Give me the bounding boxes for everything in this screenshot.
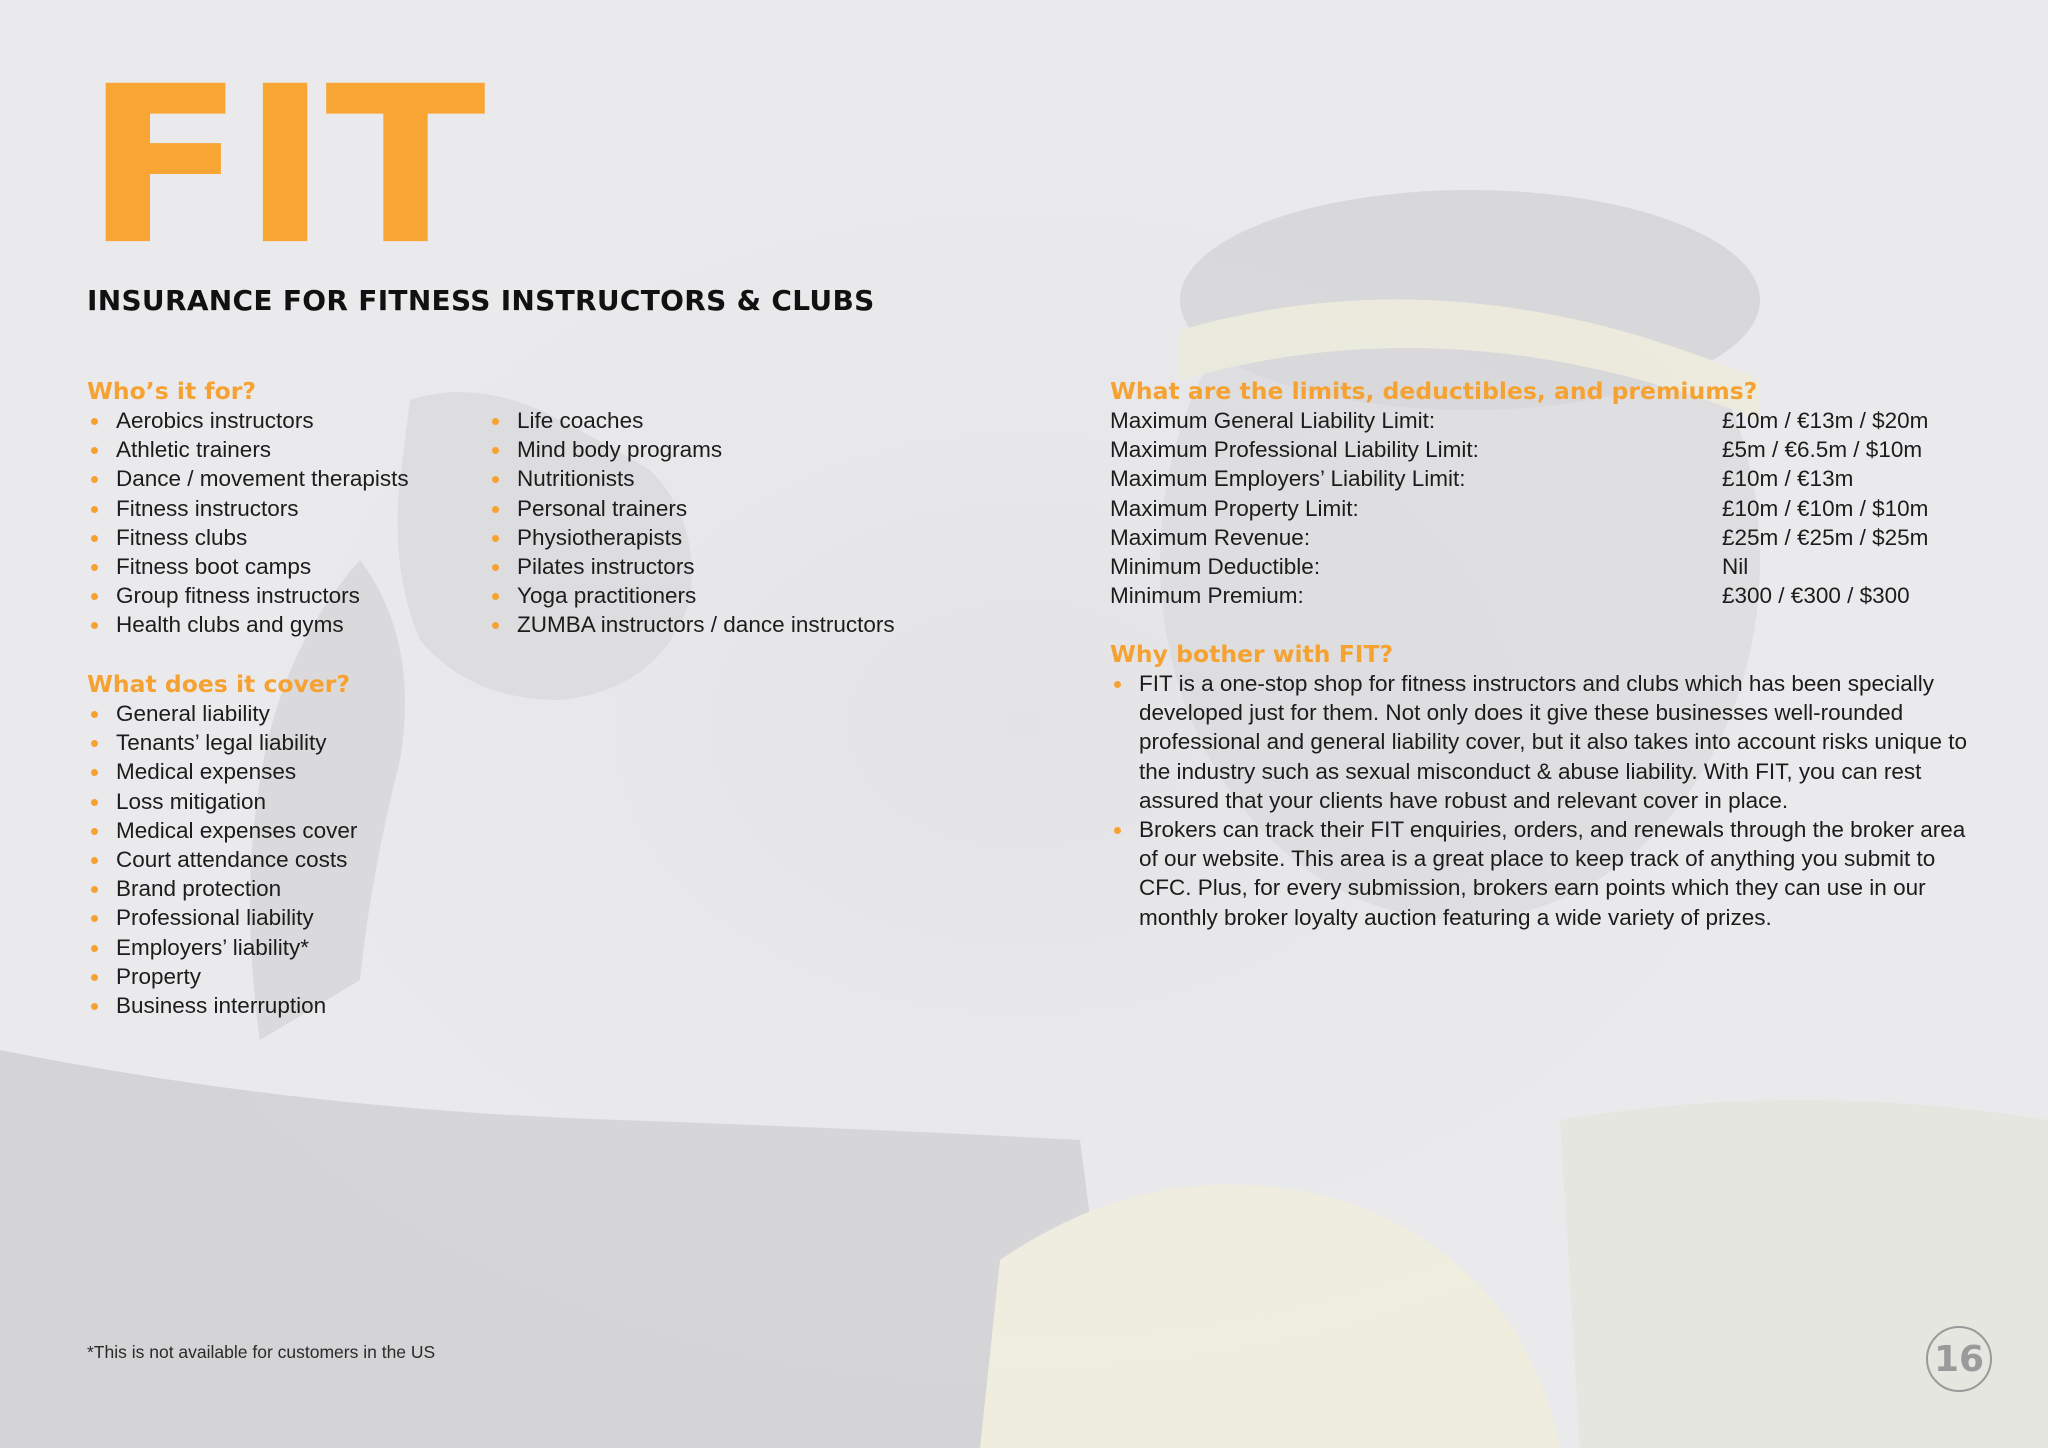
why-paragraph: FIT is a one-stop shop for fitness instructors and clubs which has been specially developed just for them. Not only does it give these businesses well-rounded professional and general liability cover, but it also takes into account risks unique to the industry such as sexual misconduct & abuse liability. With FIT, you can rest assured that your clients have robust and relevant cover in place. bbox=[1139, 671, 1967, 813]
list-item-label: Property bbox=[116, 963, 202, 989]
list-item-label: Medical expenses bbox=[116, 759, 297, 785]
cover-heading: What does it cover? bbox=[87, 670, 351, 698]
list-item-label: Physiotherapists bbox=[517, 524, 683, 550]
limit-value: £300 / €300 / $300 bbox=[1722, 583, 1910, 609]
page-number: 16 bbox=[1926, 1326, 1992, 1392]
list-item-label: Brand protection bbox=[116, 876, 282, 902]
why-paragraph: Brokers can track their FIT enquiries, orders, and renewals through the broker area of our website. This area is a great place to keep track of anything you submit to CFC. Plus, for every submission, brokers earn points which they can use in our monthly broker loyalty auction featuring a wide variety of prizes. bbox=[1139, 817, 1966, 930]
list-item-label: Medical expenses cover bbox=[116, 817, 358, 843]
limit-label: Maximum Property Limit: bbox=[1110, 495, 1359, 521]
list-item bbox=[488, 581, 895, 610]
list-item-label: Yoga practitioners bbox=[517, 583, 697, 609]
limit-value: £5m / €6.5m / $10m bbox=[1722, 437, 1923, 463]
who-list-col2 bbox=[488, 406, 895, 640]
bullet-dot-icon bbox=[1114, 827, 1121, 834]
limit-label: Maximum Employers’ Liability Limit: bbox=[1110, 466, 1466, 492]
list-item bbox=[488, 406, 895, 435]
who-heading: Who’s it for? bbox=[87, 377, 256, 405]
bullet-dot-icon bbox=[91, 799, 98, 806]
list-item bbox=[488, 435, 895, 464]
bullet-dot-icon bbox=[91, 769, 98, 776]
list-item bbox=[87, 845, 357, 874]
table-row bbox=[1110, 523, 1928, 552]
bullet-dot-icon bbox=[91, 506, 98, 513]
list-item bbox=[488, 552, 895, 581]
why-heading: Why bother with FIT? bbox=[1110, 640, 1394, 668]
bullet-dot-icon bbox=[91, 564, 98, 571]
limit-value: £10m / €13m / $20m bbox=[1722, 408, 1929, 433]
limit-value: £25m / €25m / $25m bbox=[1722, 524, 1929, 550]
list-item bbox=[488, 464, 895, 493]
bullet-dot-icon bbox=[492, 447, 499, 454]
list-item-label: Fitness boot camps bbox=[116, 554, 312, 580]
list-item-label: Personal trainers bbox=[517, 495, 688, 521]
table-row bbox=[1110, 494, 1928, 523]
list-item-label: Life coaches bbox=[517, 408, 644, 433]
cover-section bbox=[87, 670, 357, 1020]
bullet-dot-icon bbox=[492, 535, 499, 542]
table-row bbox=[1110, 406, 1928, 435]
bullet-dot-icon bbox=[91, 886, 98, 893]
list-item-label: Dance / movement therapists bbox=[116, 466, 409, 492]
list-item-label: Fitness instructors bbox=[116, 495, 299, 521]
bullet-dot-icon bbox=[91, 857, 98, 864]
list-item bbox=[87, 552, 409, 581]
limits-section bbox=[1110, 377, 1928, 610]
list-item bbox=[87, 787, 357, 816]
list-item bbox=[87, 962, 357, 991]
limit-label: Maximum General Liability Limit: bbox=[1110, 408, 1436, 433]
list-item-label: Fitness clubs bbox=[116, 524, 248, 550]
list-item bbox=[87, 757, 357, 786]
list-item-label: Mind body programs bbox=[517, 437, 723, 463]
list-item-label: Employers’ liability* bbox=[116, 934, 309, 960]
list-item bbox=[87, 435, 409, 464]
bullet-dot-icon bbox=[492, 506, 499, 513]
bullet-dot-icon bbox=[91, 447, 98, 454]
list-item bbox=[1110, 815, 1970, 932]
footnote: *This is not available for customers in the US bbox=[87, 1342, 436, 1362]
bullet-dot-icon bbox=[492, 418, 499, 425]
limit-label: Maximum Professional Liability Limit: bbox=[1110, 437, 1479, 463]
fit-logo: FIT bbox=[84, 39, 483, 293]
list-item-label: Court attendance costs bbox=[116, 847, 348, 873]
list-item bbox=[87, 933, 357, 962]
limit-value: Nil bbox=[1722, 554, 1749, 580]
bullet-dot-icon bbox=[91, 418, 98, 425]
bullet-dot-icon bbox=[492, 622, 499, 629]
list-item bbox=[488, 523, 895, 552]
list-item bbox=[87, 816, 357, 845]
limit-value: £10m / €13m bbox=[1722, 466, 1854, 492]
table-row bbox=[1110, 581, 1928, 610]
who-section bbox=[87, 377, 409, 640]
list-item bbox=[87, 406, 409, 435]
bullet-dot-icon bbox=[91, 1003, 98, 1010]
list-item bbox=[488, 494, 895, 523]
list-item-label: Professional liability bbox=[116, 905, 314, 931]
bullet-dot-icon bbox=[91, 593, 98, 600]
list-item-label: Business interruption bbox=[116, 993, 327, 1019]
list-item-label: Nutritionists bbox=[517, 466, 635, 492]
bullet-dot-icon bbox=[492, 564, 499, 571]
limit-label: Minimum Premium: bbox=[1110, 583, 1304, 609]
who-list-col1 bbox=[87, 406, 409, 640]
list-item bbox=[87, 874, 357, 903]
list-item-label: General liability bbox=[116, 701, 270, 726]
list-item bbox=[87, 581, 409, 610]
list-item bbox=[87, 523, 409, 552]
bullet-dot-icon bbox=[492, 476, 499, 483]
bullet-dot-icon bbox=[91, 974, 98, 981]
bullet-dot-icon bbox=[91, 476, 98, 483]
limit-label: Minimum Deductible: bbox=[1110, 554, 1321, 580]
list-item-label: Pilates instructors bbox=[517, 554, 695, 580]
table-row bbox=[1110, 552, 1928, 581]
list-item bbox=[87, 464, 409, 493]
list-item bbox=[87, 699, 357, 728]
why-section bbox=[1110, 640, 1970, 932]
list-item bbox=[87, 610, 409, 639]
list-item-label: Health clubs and gyms bbox=[116, 612, 344, 638]
cover-list bbox=[87, 699, 357, 1020]
list-item bbox=[87, 494, 409, 523]
list-item-label: Group fitness instructors bbox=[116, 583, 360, 609]
table-row bbox=[1110, 464, 1928, 493]
list-item-label: Athletic trainers bbox=[116, 437, 272, 463]
table-row bbox=[1110, 435, 1928, 464]
bullet-dot-icon bbox=[1114, 681, 1121, 688]
list-item bbox=[87, 903, 357, 932]
who-section-col2 bbox=[488, 406, 895, 640]
page-subtitle: INSURANCE FOR FITNESS INSTRUCTORS & CLUBS bbox=[87, 284, 875, 317]
limits-heading: What are the limits, deductibles, and premiums? bbox=[1110, 377, 1758, 405]
bullet-dot-icon bbox=[91, 535, 98, 542]
list-item-label: Tenants’ legal liability bbox=[116, 730, 327, 756]
bullet-dot-icon bbox=[91, 711, 98, 718]
list-item-label: ZUMBA instructors / dance instructors bbox=[517, 612, 895, 638]
bullet-dot-icon bbox=[91, 622, 98, 629]
bullet-dot-icon bbox=[91, 740, 98, 747]
list-item bbox=[87, 728, 357, 757]
bullet-dot-icon bbox=[91, 945, 98, 952]
list-item bbox=[488, 610, 895, 639]
list-item bbox=[1110, 669, 1970, 815]
limit-label: Maximum Revenue: bbox=[1110, 524, 1311, 550]
limits-table bbox=[1110, 406, 1928, 610]
bullet-dot-icon bbox=[492, 593, 499, 600]
list-item bbox=[87, 991, 357, 1020]
bullet-dot-icon bbox=[91, 828, 98, 835]
list-item-label: Loss mitigation bbox=[116, 788, 267, 814]
limit-value: £10m / €10m / $10m bbox=[1722, 495, 1929, 521]
list-item-label: Aerobics instructors bbox=[116, 408, 314, 433]
why-list bbox=[1110, 669, 1970, 932]
bullet-dot-icon bbox=[91, 915, 98, 922]
